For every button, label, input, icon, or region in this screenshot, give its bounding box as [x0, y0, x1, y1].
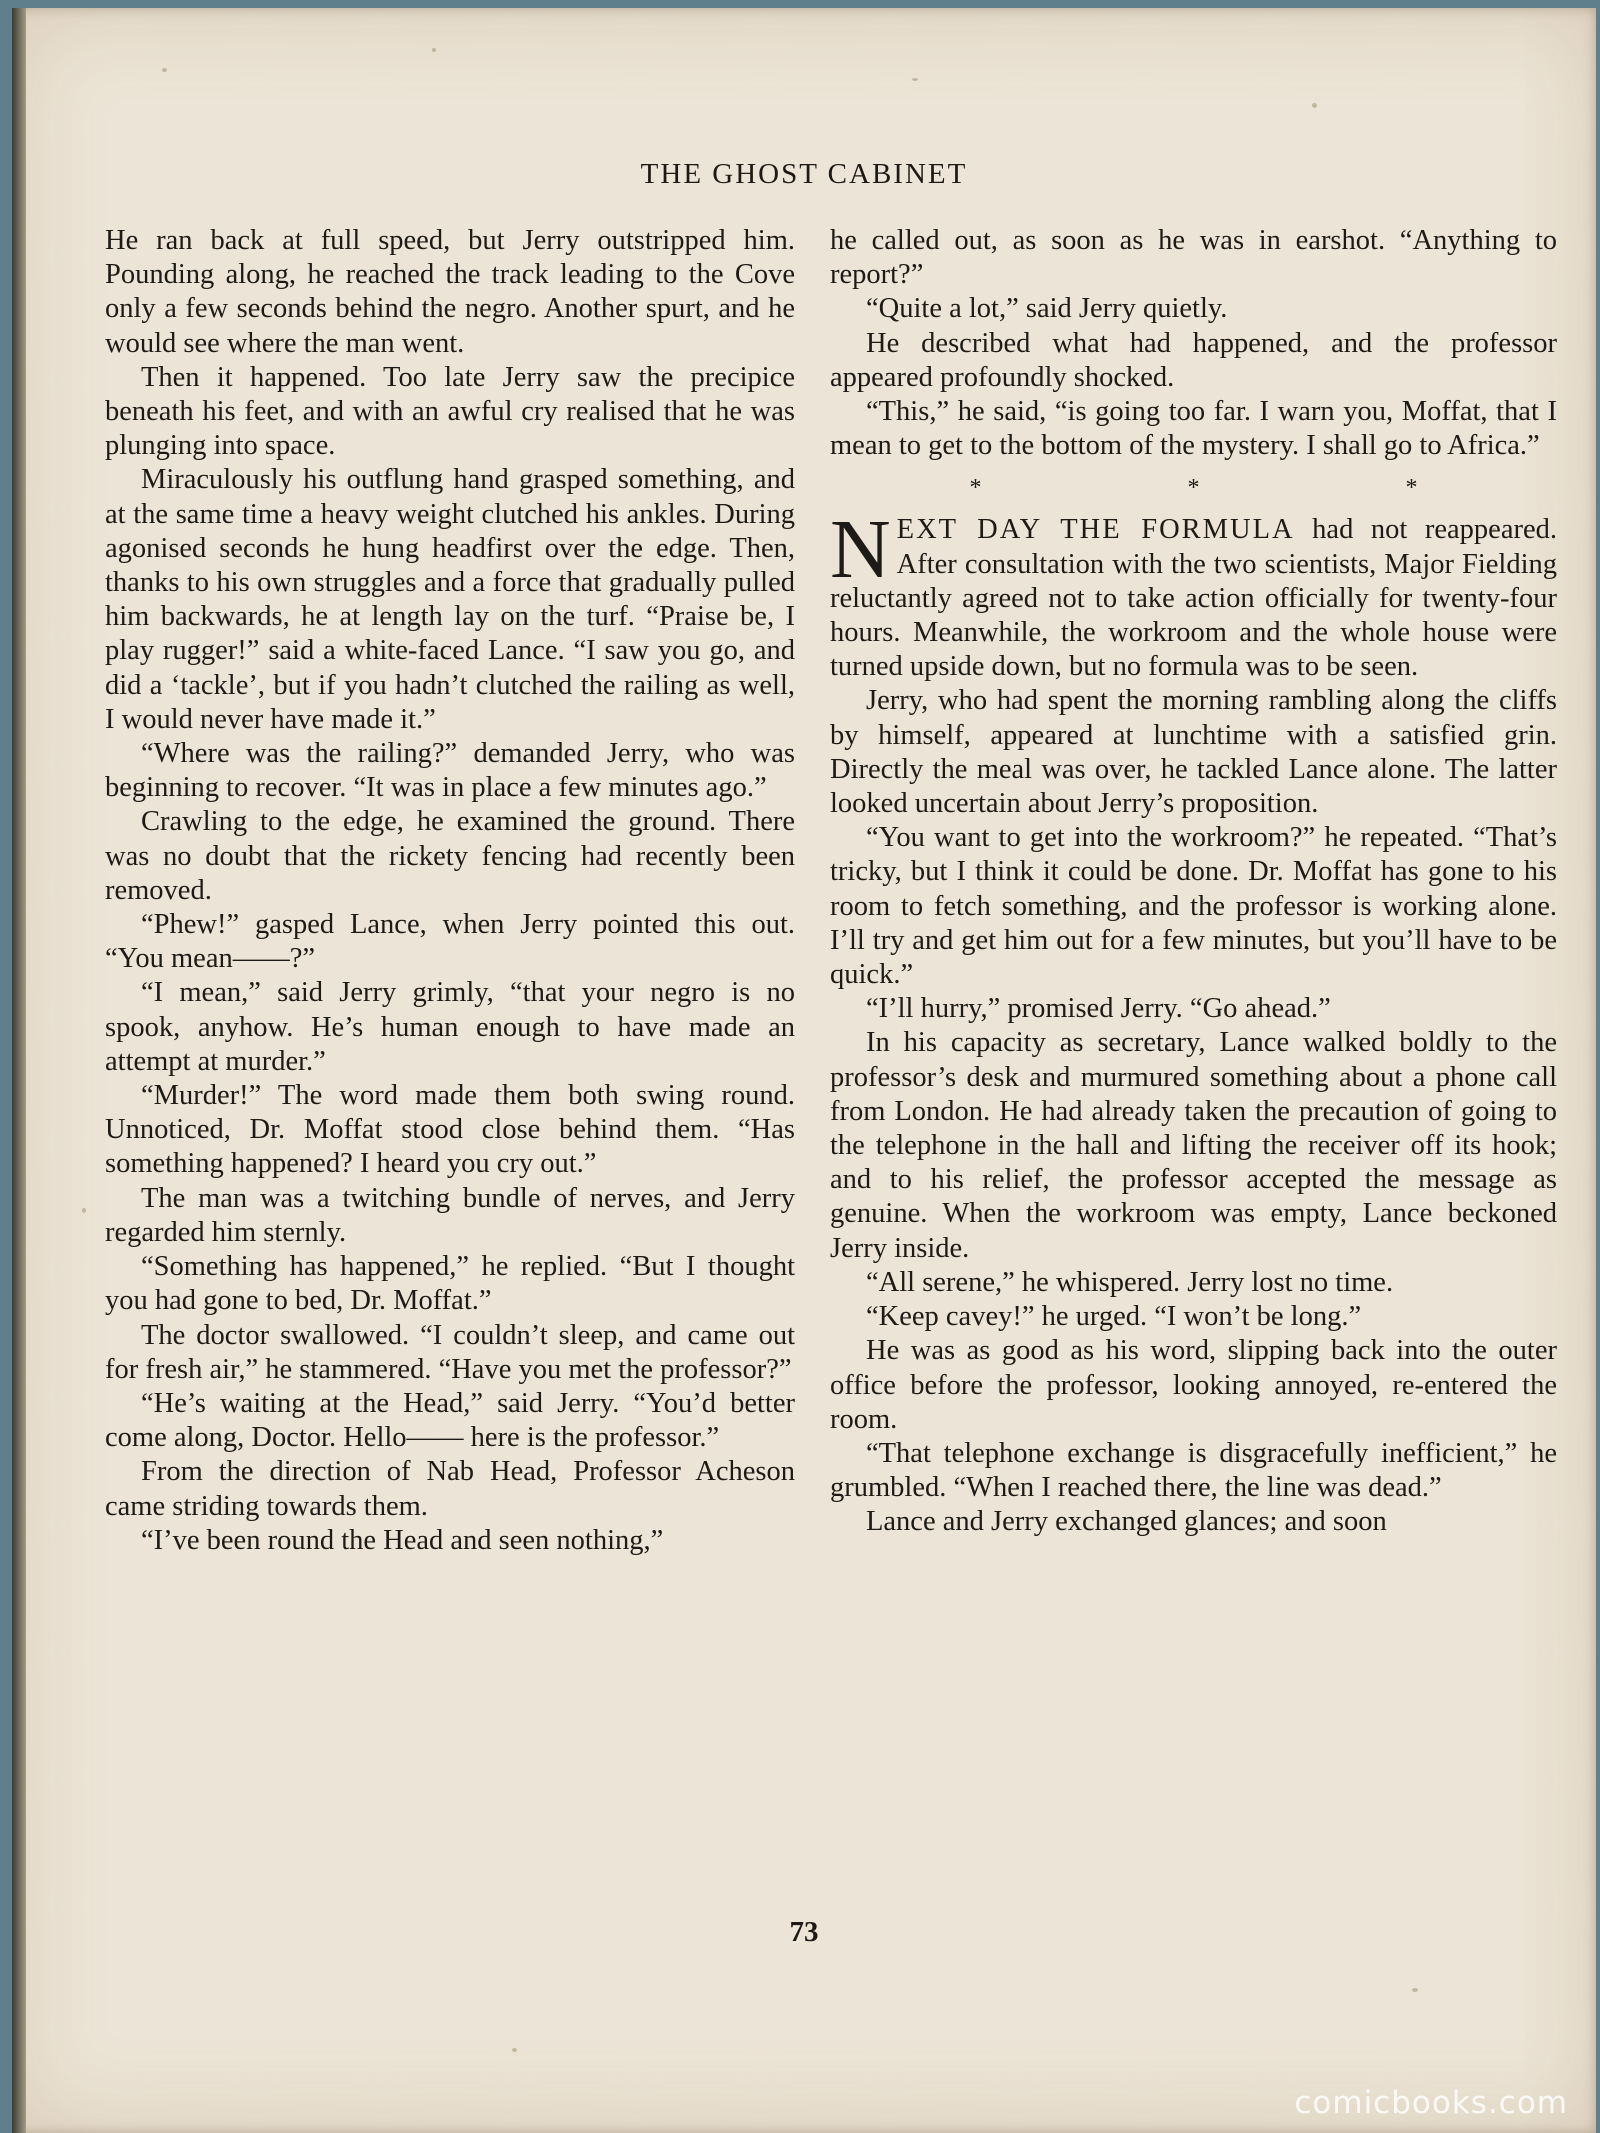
paragraph: He was as good as his word, slipping back into the outer office before the professor, looking annoyed, re-entered the room. [830, 1335, 1557, 1435]
paragraph: “Keep cavey!” he urged. “I won’t be long.” [866, 1301, 1362, 1333]
section-break: * * * [969, 475, 1518, 502]
paragraph: “All serene,” he whispered. Jerry lost no time. [866, 1266, 1394, 1298]
paragraph: The doctor swallowed. “I couldn’t sleep, and came out for fresh air,” he stammered. “Have you met the professor?” [105, 1319, 795, 1385]
paragraph: The man was a twitching bundle of nerves, and Jerry regarded him sternly. [105, 1182, 795, 1248]
paragraph: Then it happened. Too late Jerry saw the precipice beneath his feet, and with an awful cry realised that he was plunging into space. [105, 361, 795, 462]
right-column [830, 224, 1557, 1540]
paragraph: Miraculously his outflung hand grasped something, and at the same time a heavy weight clutched his ankles. During agonised seconds he hung headfirst over the edge. Then, thanks to his own struggles and a force that gradually pulled him backwards, he at length lay on the turf. “Praise be, I play rugger!” said a white-faced Lance. “I saw you go, and did a ‘tackle’, but if you hadn’t clutched the railing as well, I would never have made it.” [105, 464, 795, 735]
paragraph: He ran back at full speed, but Jerry outstripped him. Pounding along, he reached the track leading to the Cove only a few seconds behind the negro. Another spurt, and he would see where the man went. [105, 225, 795, 359]
paragraph: “That telephone exchange is disgracefully inefficient,” he grumbled. “When I reached there, the line was dead.” [830, 1437, 1557, 1504]
paragraph: “Something has happened,” he replied. “But I thought you had gone to bed, Dr. Moffat.” [105, 1251, 795, 1317]
lead-in-smallcaps: EXT DAY THE FORMULA [896, 514, 1295, 546]
paragraph: “I’ve been round the Head and seen nothing,” [141, 1524, 664, 1556]
paragraph: “This,” he said, “is going too far. I warn you, Moffat, that I mean to get to the bottom of the mystery. I shall go to Africa.” [830, 396, 1557, 462]
paragraph: “Quite a lot,” said Jerry quietly. [866, 293, 1228, 325]
paragraph: Crawling to the edge, he examined the ground. There was no doubt that the rickety fencing had recently been removed. [105, 806, 795, 906]
lead-in-rest: had not reappeared. After consultation with the two scientists, Major Fielding reluctantly agreed not to take action officially for twenty-four hours. Meanwhile, the workroom and the whole house were turned upside down, but no formula was to be seen. [830, 514, 1557, 683]
paragraph: “Phew!” gasped Lance, when Jerry pointed this out. “You mean——?” [105, 909, 795, 975]
watermark: comicbooks.com [1294, 2085, 1568, 2121]
paragraph: “Where was the railing?” demanded Jerry, who was beginning to recover. “It was in place a few minutes ago.” [105, 738, 795, 804]
paragraph: Lance and Jerry exchanged glances; and soon [866, 1506, 1387, 1538]
paragraph: From the direction of Nab Head, Professor Acheson came striding towards them. [105, 1456, 795, 1522]
paragraph: “I mean,” said Jerry grimly, “that your negro is no spook, anyhow. He’s human enough to have made an attempt at murder.” [105, 977, 795, 1077]
page-number: 73 [789, 1916, 819, 1948]
running-title: THE GHOST CABINET [640, 158, 968, 190]
left-column [105, 224, 795, 1558]
paragraph: “I’ll hurry,” promised Jerry. “Go ahead.” [866, 993, 1331, 1025]
paragraph: Jerry, who had spent the morning rambling along the cliffs by himself, appeared at lunchtime with a satisfied grin. Directly the meal was over, he tackled Lance alone. The latter looked uncertain about Jerry’s proposition. [830, 685, 1557, 820]
paragraph: In his capacity as secretary, Lance walked boldly to the professor’s desk and murmured something about a phone call from London. He had already taken the precaution of going to the telephone in the hall and lifting the receiver off its hook; and to his relief, the professor accepted the message as genuine. When the workroom was empty, Lance beckoned Jerry inside. [830, 1027, 1557, 1264]
paragraph: “He’s waiting at the Head,” said Jerry. “You’d better come along, Doctor. Hello—— here is the professor.” [105, 1387, 795, 1454]
paragraph: he called out, as soon as he was in earshot. “Anything to report?” [830, 225, 1557, 291]
section-opening-paragraph [830, 503, 1557, 684]
paragraph: “You want to get into the workroom?” he repeated. “That’s tricky, but I think it could be done. Dr. Moffat has gone to his room to fetch something, and the professor is working alone. I’ll try and get him out for a few minutes, but you’ll have to be quick.” [830, 822, 1557, 991]
drop-cap: N [830, 503, 891, 597]
book-spine [12, 8, 26, 2133]
paragraph: He described what had happened, and the professor appeared profoundly shocked. [830, 327, 1557, 393]
paragraph: “Murder!” The word made them both swing round. Unnoticed, Dr. Moffat stood close behind them. “Has something happened? I heard you cry out.” [105, 1080, 795, 1180]
book-page [12, 8, 1596, 2133]
